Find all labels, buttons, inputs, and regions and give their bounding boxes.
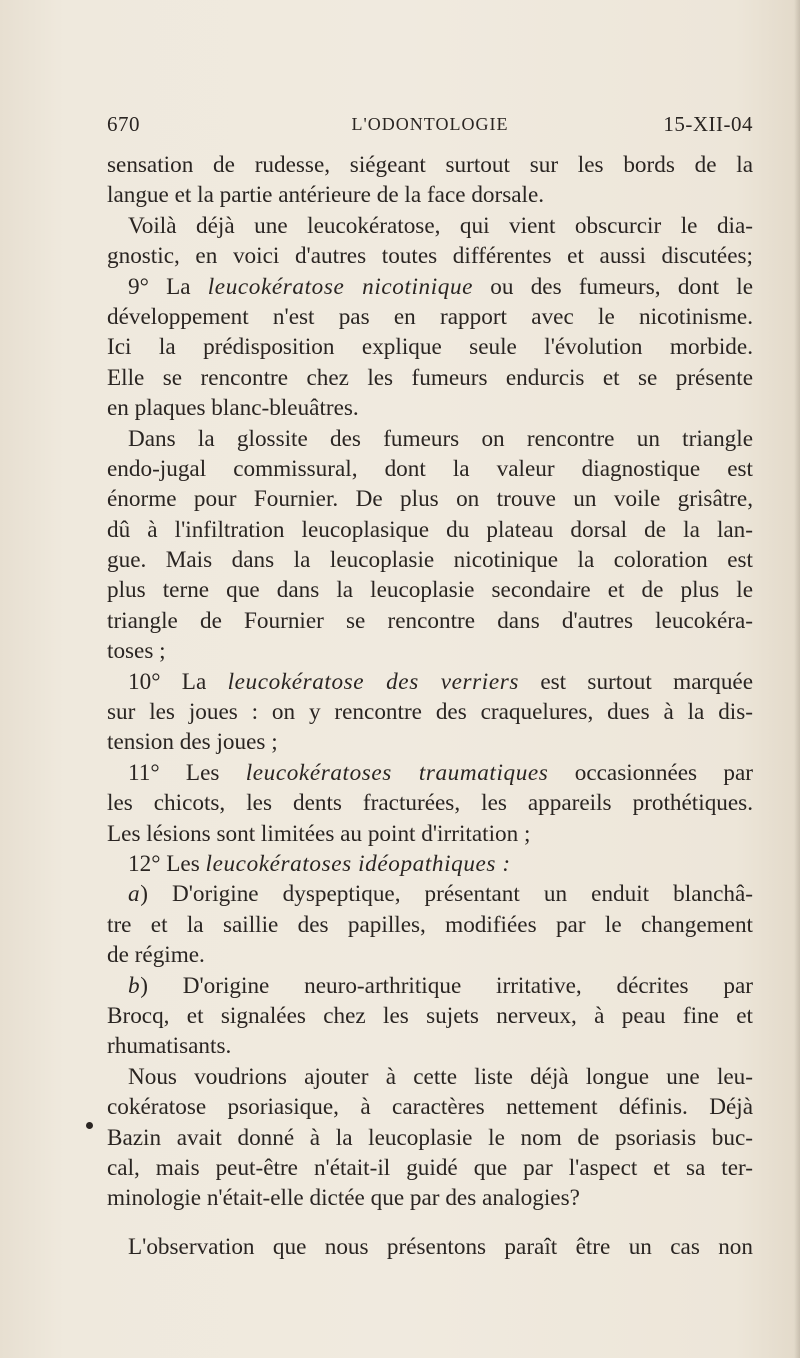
text-segment: L'observation que nous présentons paraît être un cas non — [128, 1233, 753, 1260]
text-line — [107, 424, 753, 454]
text-segment: les chicots, les dents fracturées, les appareils prothétiques. — [107, 790, 753, 817]
text-segment: est surtout marquée — [518, 668, 753, 695]
text-segment: 9° La — [128, 273, 208, 300]
text-line — [107, 515, 753, 545]
text-line — [107, 484, 753, 514]
text-line — [107, 1153, 753, 1183]
text-segment: sur les joues : on y rencontre des craquelures, dues à la dis- — [107, 699, 753, 726]
text-line — [107, 1031, 753, 1061]
paragraph-gap — [107, 1214, 753, 1232]
issue-date: 15-XII-04 — [663, 112, 753, 136]
text-segment: cokératose psoriasique, à caractères nettement définis. Déjà — [107, 1094, 753, 1121]
text-segment: Dans la glossite des fumeurs on rencontre un triangle — [128, 425, 753, 452]
text-line — [107, 1092, 753, 1122]
text-line — [107, 636, 753, 666]
text-line — [107, 879, 753, 909]
text-line — [107, 211, 753, 241]
text-line — [107, 302, 753, 332]
text-segment: minologie n'était-elle dictée que par des analogies? — [107, 1185, 580, 1212]
text-segment: rhumatisants. — [107, 1033, 232, 1060]
text-segment: de régime. — [107, 942, 205, 969]
italic-term: leucokératose nicotinique — [207, 273, 474, 300]
text-segment: Elle se rencontre chez les fumeurs endurcis et se présente — [107, 364, 753, 391]
italic-term: a — [128, 881, 141, 908]
text-line — [107, 272, 753, 302]
text-segment: gue. Mais dans la leucoplasie nicotinique la coloration est — [107, 547, 753, 574]
text-segment: tre et la saillie des papilles, modifiées par le changement — [107, 911, 753, 938]
italic-term: leucokératoses idéopathiques : — [205, 850, 511, 877]
text-segment: Nous voudrions ajouter à cette liste déjà longue une leu- — [128, 1063, 753, 1090]
text-segment: Bazin avait donné à la leucoplasie le nom de psoriasis buc- — [107, 1124, 753, 1151]
text-segment: plus terne que dans la leucoplasie secondaire et de plus le — [107, 577, 753, 604]
text-segment: ) D'origine neuro-arthritique irritative, décrites par — [140, 972, 753, 999]
text-line — [107, 697, 753, 727]
text-segment: occasionnées par — [548, 759, 753, 786]
text-segment: ou des fumeurs, dont le — [473, 273, 753, 300]
page-number: 670 — [107, 112, 140, 136]
text-segment: 10° La — [128, 668, 228, 695]
text-segment: endo-jugal commissural, dont la valeur diagnostique est — [107, 455, 753, 482]
text-line — [107, 1062, 753, 1092]
italic-term: leucokératose des verriers — [227, 668, 519, 695]
text-line — [107, 363, 753, 393]
text-segment: développement n'est pas en rapport avec le nicotinisme. — [107, 303, 753, 330]
text-segment: dû à l'infiltration leucoplasique du plateau dorsal de la lan- — [107, 516, 753, 543]
text-line — [107, 575, 753, 605]
body-text — [107, 150, 753, 1262]
text-segment: en plaques blanc-bleuâtres. — [107, 395, 359, 422]
text-line — [107, 606, 753, 636]
text-segment: énorme pour Fournier. De plus on trouve un voile grisâtre, — [107, 486, 753, 513]
text-line — [107, 910, 753, 940]
italic-term: leucokératoses traumatiques — [245, 759, 549, 786]
text-segment: Ici la prédisposition explique seule l'évolution morbide. — [107, 334, 753, 361]
text-line — [107, 1001, 753, 1031]
text-line — [107, 1123, 753, 1153]
text-line — [107, 849, 753, 879]
text-segment: 12° Les — [128, 850, 206, 877]
text-segment: langue et la partie antérieure de la face dorsale. — [107, 182, 545, 209]
text-line — [107, 819, 753, 849]
ink-spot — [86, 1122, 93, 1129]
text-segment: gnostic, en voici d'autres toutes différentes et aussi discutées; — [107, 243, 753, 270]
text-line — [107, 393, 753, 423]
text-line — [107, 332, 753, 362]
text-line — [107, 971, 753, 1001]
text-line — [107, 940, 753, 970]
text-segment: ) D'origine dyspeptique, présentant un enduit blanchâ- — [140, 881, 753, 908]
text-segment: Voilà déjà une leucokératose, qui vient obscurcir le dia- — [128, 212, 753, 239]
text-line — [107, 758, 753, 788]
text-line — [107, 727, 753, 757]
page-edge-shadow — [794, 0, 800, 1358]
text-line — [107, 788, 753, 818]
text-line — [107, 545, 753, 575]
text-segment: 11° Les — [128, 759, 246, 786]
running-title: L'ODONTOLOGIE — [351, 114, 509, 134]
text-segment: sensation de rudesse, siégeant surtout sur les bords de la — [107, 152, 753, 178]
text-segment: Brocq, et signalées chez les sujets nerveux, à peau fine et — [107, 1002, 753, 1029]
text-segment: cal, mais peut-être n'était-il guidé que par l'aspect et sa ter- — [107, 1154, 753, 1181]
text-segment: triangle de Fournier se rencontre dans d'autres leucokéra- — [107, 607, 753, 634]
text-line — [107, 1232, 753, 1262]
text-line — [107, 180, 753, 210]
text-segment: Les lésions sont limitées au point d'irritation ; — [107, 820, 531, 847]
italic-term: b — [128, 972, 141, 999]
text-line — [107, 667, 753, 697]
text-segment: toses ; — [107, 638, 166, 665]
text-line — [107, 1183, 753, 1213]
text-segment: tension des joues ; — [107, 729, 278, 756]
text-line — [107, 241, 753, 271]
text-line — [107, 454, 753, 484]
running-header — [107, 112, 753, 142]
text-line — [107, 150, 753, 180]
